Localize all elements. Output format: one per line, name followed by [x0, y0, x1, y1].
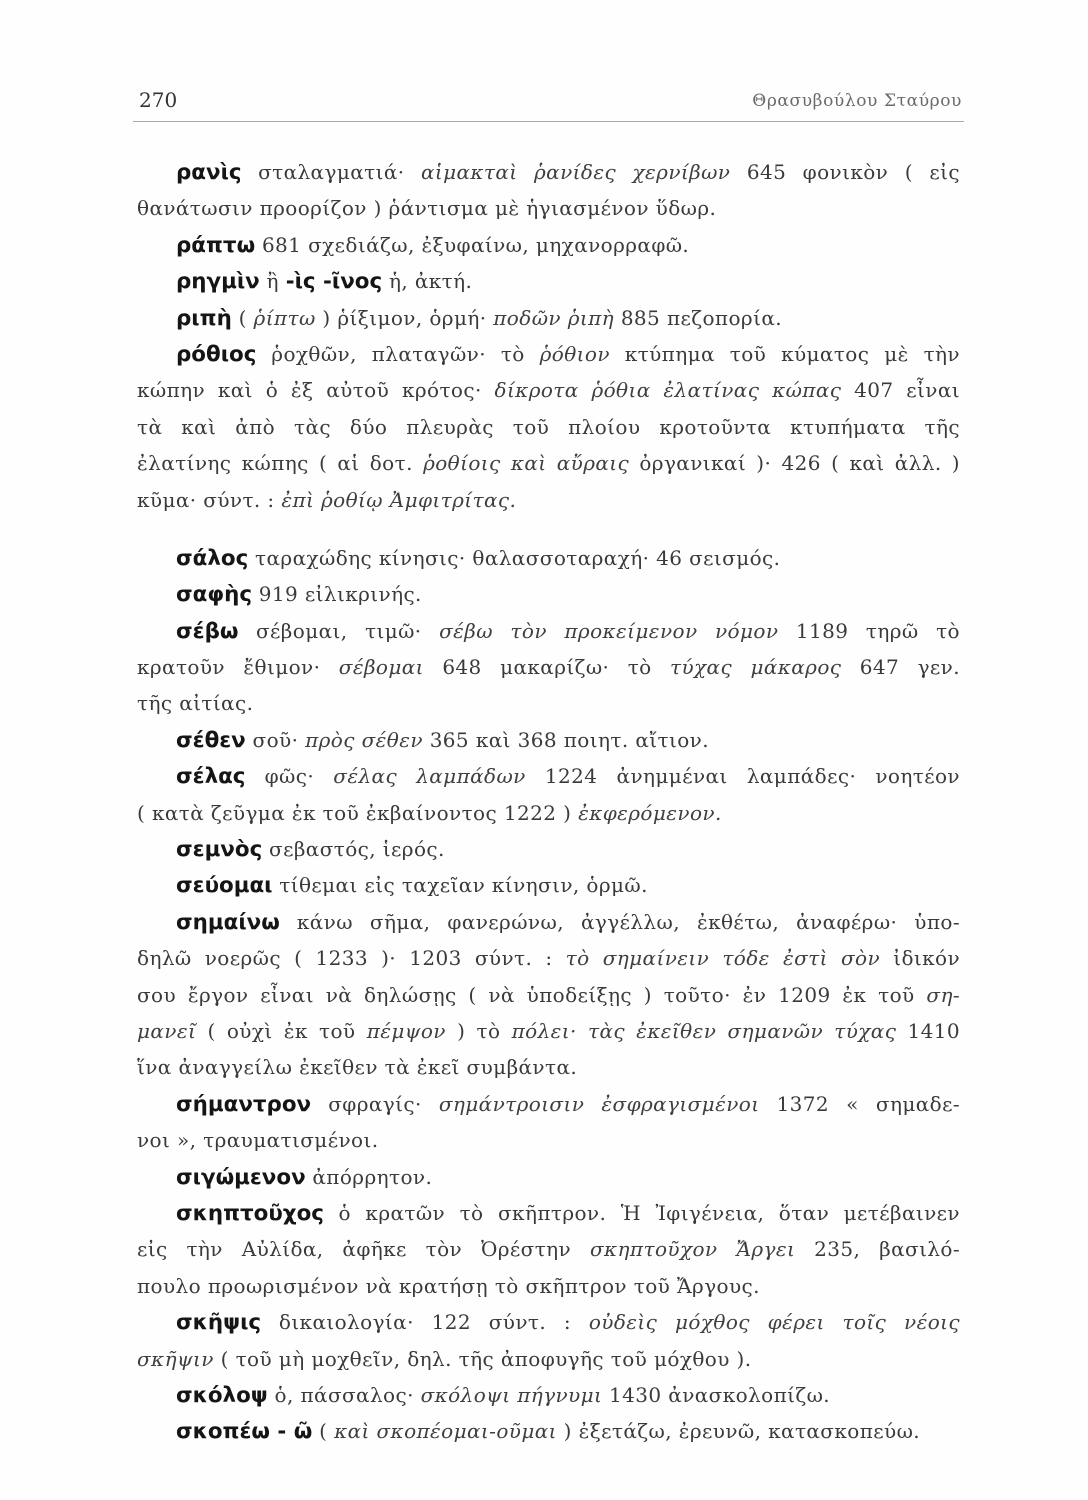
entry-line [137, 540, 960, 576]
gloss-text: 1189 τηρῶ τὸ [795, 618, 960, 643]
gloss-text: ( [238, 305, 247, 330]
entry-line [137, 482, 960, 518]
glossary-entry [137, 540, 960, 576]
gloss-text: ( οὐχὶ ἐκ τοῦ [207, 1018, 356, 1043]
italic-citation: οὐδεὶς μόχθος φέρει τοῖς νέοις [588, 1310, 960, 1335]
entry-line [137, 445, 960, 481]
gloss-text: ( τοῦ μὴ μοχθεῖν, δηλ. τῆς ἀποφυγῆς τοῦ μόχθου ). [220, 1346, 752, 1371]
glossary-entry [137, 1086, 960, 1159]
gloss-text: σταλαγματιά· [258, 160, 405, 184]
gloss-text: δηλῶ νοερῶς ( 1233 )· 1203 σύντ. : [137, 946, 553, 971]
gloss-text: ἡ, ἀκτή. [388, 269, 473, 294]
entry-line [137, 227, 960, 263]
gloss-text: κῦμα· σύντ. : [137, 487, 275, 512]
headword: σκόλοψ [176, 1382, 268, 1408]
gloss-text: 885 πεζοπορία. [620, 305, 782, 330]
headword: σκηπτοῦχος [176, 1200, 324, 1226]
gloss-text: 645 φονικὸν ( εἰς [746, 160, 960, 184]
gloss-text: 407 εἶναι [854, 378, 961, 403]
italic-citation: ποδῶν ῥιπὴ [493, 305, 615, 330]
glossary-entry [137, 576, 960, 612]
gloss-text: ἢ [266, 269, 279, 294]
entry-line [137, 1377, 960, 1413]
running-title: Θρασυβούλου Σταύρου [752, 91, 962, 111]
gloss-text: 681 σχεδιάζω, ἐξυφαίνω, μηχανορραφῶ. [261, 232, 690, 257]
gloss-text: 919 εἰλικρινής. [258, 582, 422, 607]
entry-line [137, 300, 960, 336]
gloss-text: 1224 ἀνημμέναι λαμπάδες· νοητέον [544, 764, 960, 789]
headword: ριπὴ [176, 305, 232, 331]
letter-section [137, 154, 960, 518]
gloss-text: σου ἔργον εἶναι νὰ δηλώσῃς ( νὰ ὑποδείξῃς ) τοῦτο· ἐν 1209 ἐκ τοῦ [137, 982, 915, 1007]
italic-citation: σκόλοψι πήγνυμι [420, 1382, 603, 1407]
italic-citation: τύχας μάκαρος [670, 655, 842, 680]
entry-line [137, 576, 960, 612]
gloss-text: κρατοῦν ἔθιμον· [137, 655, 321, 680]
entry-line [137, 1304, 960, 1340]
entry-line [137, 336, 960, 372]
headword: σημαίνω [176, 909, 280, 935]
gloss-text: ( [319, 1419, 328, 1444]
entry-line [137, 1049, 960, 1085]
entry-line [137, 1231, 960, 1267]
headword: σέλας [176, 764, 246, 790]
gloss-text: 1372 « σημαδε- [776, 1091, 960, 1116]
glossary-entry [137, 867, 960, 903]
gloss-text: ἀπόρρητον. [312, 1164, 433, 1189]
gloss-text: εἰς τὴν Αὐλίδα, ἀφῆκε τὸν Ὀρέστην [137, 1237, 572, 1262]
headword: σάλος [176, 545, 249, 571]
glossary-entry [137, 1413, 960, 1449]
headword: ράπτω [176, 232, 256, 258]
gloss-text: φῶς· [264, 764, 315, 789]
gloss-text: σοῦ· [252, 727, 299, 752]
entry-line [137, 263, 960, 299]
entry-line [137, 685, 960, 721]
entry-line [137, 758, 960, 794]
letter-section [137, 540, 960, 1450]
gloss-text: ) τὸ [457, 1018, 501, 1043]
entry-line [137, 372, 960, 408]
italic-citation: τὸ σημαίνειν τόδε ἐστὶ σὸν [565, 946, 881, 971]
headword: ρόθιος [176, 341, 257, 367]
gloss-text: τίθεμαι εἰς ταχεῖαν κίνησιν, ὁρμῶ. [279, 873, 648, 898]
entry-line [137, 1122, 960, 1158]
gloss-text: κάνω σῆμα, φανερώνω, ἀγγέλλω, ἐκθέτω, ἀναφέρω· ὑπο- [296, 909, 960, 934]
gloss-text: ἰδικόν [893, 946, 961, 971]
glossary-body [137, 154, 960, 1450]
gloss-text: ῥοχθῶν, πλαταγῶν· τὸ [271, 341, 525, 366]
entry-line [137, 409, 960, 445]
glossary-entry [137, 1195, 960, 1304]
italic-citation: αἱμακταὶ ῥανίδες χερνίβων [420, 160, 731, 184]
entry-line [137, 1013, 960, 1049]
gloss-text: σεβαστός, ἱερός. [269, 837, 445, 862]
glossary-entry [137, 154, 960, 227]
italic-citation: ση- [926, 982, 960, 1007]
italic-citation: σέβομαι [338, 655, 424, 680]
entry-line [137, 795, 960, 831]
headword: σκοπέω - ῶ [176, 1419, 313, 1445]
gloss-text: ( κατὰ ζεῦγμα ἐκ τοῦ ἐκβαίνοντος 1222 ) [137, 800, 572, 825]
gloss-text: 1430 ἀνασκολοπίζω. [609, 1382, 831, 1407]
italic-citation: σκῆψιν [137, 1346, 214, 1371]
italic-citation: δίκροτα ῥόθια ἐλατίνας κώπας [494, 378, 842, 403]
glossary-entry [137, 1377, 960, 1413]
gloss-text: 647 γεν. [859, 655, 960, 680]
entry-line [137, 1341, 960, 1377]
entry-line [137, 1268, 960, 1304]
headword: σέβω [176, 618, 239, 644]
headword: σεμνὸς [176, 837, 263, 863]
italic-citation: ῥίπτω [253, 305, 316, 330]
glossary-entry [137, 263, 960, 299]
gloss-text: ἐλατίνης κώπης ( αἱ δοτ. [137, 451, 413, 476]
header-rule [133, 121, 964, 122]
italic-citation: σκηπτοῦχον Ἄργει [589, 1237, 796, 1262]
gloss-text: πουλο προωρισμένον νὰ κρατήσῃ τὸ σκῆπτρον τοῦ Ἄργους. [137, 1273, 760, 1298]
gloss-text: 648 μακαρίζω· τὸ [442, 655, 652, 680]
italic-citation: ἐπὶ ῥοθίῳ Ἀμφιτρίτας. [281, 487, 517, 512]
glossary-entry [137, 904, 960, 1086]
gloss-text: νοι », τραυματισμένοι. [137, 1128, 379, 1153]
glossary-entry [137, 1159, 960, 1195]
entry-line [137, 613, 960, 649]
headword-form: -ὶς -ῖνος [285, 269, 383, 295]
italic-citation: σημάντροισιν ἐσφραγισμένοι [438, 1091, 760, 1116]
gloss-text: δικαιολογία· 122 σύντ. : [278, 1310, 572, 1335]
entry-line [137, 867, 960, 903]
entry-line [137, 940, 960, 976]
headword: σήμαντρον [176, 1091, 312, 1117]
gloss-text: τὰ καὶ ἀπὸ τὰς δύο πλευρὰς τοῦ πλοίου κροτοῦντα κτυπήματα τῆς [137, 414, 960, 439]
headword: ρανὶς [176, 160, 242, 185]
entry-line [137, 154, 960, 190]
italic-citation: ἐκφερόμενον. [578, 800, 722, 825]
gloss-text: σέβομαι, τιμῶ· [255, 618, 422, 643]
italic-citation: καὶ σκοπέομαι-οῦμαι [334, 1419, 557, 1444]
gloss-text: ὁ, πάσσαλος· [274, 1382, 414, 1407]
italic-citation: πρὸς σέθεν [305, 727, 423, 752]
entry-line [137, 190, 960, 226]
italic-citation: πόλει· τὰς ἐκεῖθεν σημανῶν τύχας [511, 1018, 897, 1043]
gloss-text: ὀργανικαί )· 426 ( καὶ ἀλλ. ) [639, 451, 960, 476]
glossary-entry [137, 1304, 960, 1377]
entry-line [137, 1086, 960, 1122]
entry-line [137, 904, 960, 940]
entry-line [137, 977, 960, 1013]
gloss-text: 365 καὶ 368 ποιητ. αἴτιον. [429, 727, 709, 752]
headword: σαφὴς [176, 582, 252, 608]
italic-citation: σέβω τὸν προκείμενον νόμον [439, 618, 779, 643]
gloss-text: ὁ κρατῶν τὸ σκῆπτρον. Ἡ Ἰφιγένεια, ὅταν μετέβαινεν [338, 1200, 960, 1225]
gloss-text: ταραχώδης κίνησις· θαλασσοταραχή· 46 σεισμός. [255, 545, 781, 570]
italic-citation: ῥόθιον [539, 341, 610, 366]
headword: ρηγμὶν [176, 269, 260, 295]
gloss-text: σφραγίς· [328, 1091, 422, 1116]
entry-line [137, 722, 960, 758]
entry-line [137, 649, 960, 685]
italic-citation: μανεῖ [137, 1018, 197, 1043]
glossary-entry [137, 722, 960, 758]
gloss-text: ) ῥίξιμον, ὁρμή· [322, 305, 487, 330]
glossary-entry [137, 227, 960, 263]
entry-line [137, 1195, 960, 1231]
headword: σέθεν [176, 727, 246, 753]
glossary-entry [137, 336, 960, 518]
headword: σεύομαι [176, 873, 273, 899]
headword: σκῆψις [176, 1310, 262, 1336]
gloss-text: 235, βασιλό- [814, 1237, 960, 1262]
italic-citation: σέλας λαμπάδων [333, 764, 526, 789]
gloss-text: τῆς αἰτίας. [137, 691, 254, 716]
glossary-entry [137, 831, 960, 867]
italic-citation: πέμψον [366, 1018, 446, 1043]
glossary-entry [137, 300, 960, 336]
gloss-text: κτύπημα τοῦ κύματος μὲ τὴν [624, 341, 960, 366]
gloss-text: 1410 [907, 1018, 961, 1043]
entry-line [137, 1413, 960, 1449]
gloss-text: ἵνα ἀναγγείλω ἐκεῖθεν τὰ ἐκεῖ συμβάντα. [137, 1055, 578, 1080]
gloss-text: ) ἐξετάζω, ἐρευνῶ, κατασκοπεύω. [563, 1419, 921, 1444]
italic-citation: ῥοθίοις καὶ αὔραις [423, 451, 630, 476]
gloss-text: θανάτωσιν προορίζον ) ῥάντισμα μὲ ἡγιασμένον ὕδωρ. [137, 196, 717, 221]
page-number: 270 [139, 88, 178, 112]
entry-line [137, 831, 960, 867]
entry-line [137, 1159, 960, 1195]
glossary-entry [137, 758, 960, 831]
headword: σιγώμενον [176, 1164, 306, 1190]
gloss-text: κώπην καὶ ὁ ἐξ αὐτοῦ κρότος· [137, 378, 482, 403]
glossary-entry [137, 613, 960, 722]
